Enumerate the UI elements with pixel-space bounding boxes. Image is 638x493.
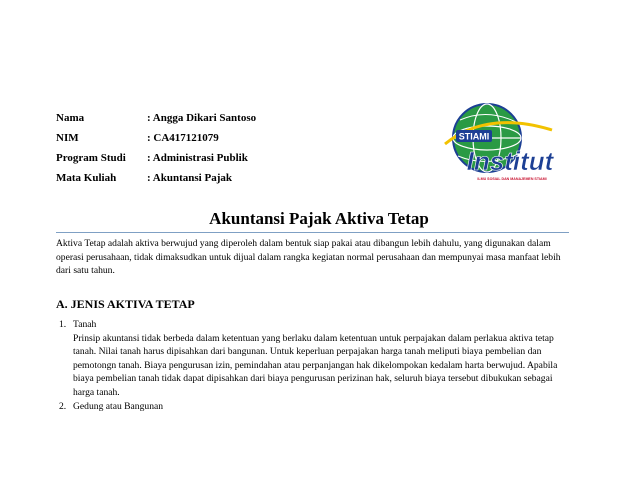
list-item-number: 2. bbox=[59, 400, 67, 412]
section-heading: A. JENIS AKTIVA TETAP bbox=[56, 297, 195, 311]
intro-line: operasi perusahaan, tidak dimaksudkan untuk dijual dalam rangka kegiatan normal perusahaan dan mempunyai masa manfaat lebih bbox=[56, 251, 561, 263]
list-item-body bbox=[73, 332, 570, 400]
info-value: : CA417121079 bbox=[147, 132, 219, 144]
svg-text:STIAMI: STIAMI bbox=[458, 131, 490, 142]
institut-wordmark: Institut bbox=[466, 146, 554, 176]
info-label: Mata Kuliah bbox=[56, 172, 117, 184]
list-item bbox=[56, 400, 570, 414]
info-value: : Administrasi Publik bbox=[147, 152, 248, 164]
body-line: harga tanah. bbox=[73, 386, 120, 398]
title-divider bbox=[56, 232, 569, 233]
body-line: pemotongn tanah. Biaya pengurusan izin, pemindahan atau perpanjangan hak dikelompokan kedalam harta berwujud. Apabila bbox=[73, 359, 558, 371]
asset-type-list bbox=[56, 318, 570, 413]
info-label: NIM bbox=[56, 132, 79, 144]
info-label: Program Studi bbox=[56, 152, 126, 164]
list-item bbox=[56, 318, 570, 400]
document-title: Akuntansi Pajak Aktiva Tetap bbox=[209, 209, 429, 228]
body-line: biaya pembelian tanah tidak dapat dipisahkan dari biaya pengurusan perizinan hak, seluruh biaya tersebut dibukukan sebagai bbox=[73, 373, 553, 385]
intro-line: Aktiva Tetap adalah aktiva berwujud yang diperoleh dalam bentuk siap pakai atau dibangun lebih dahulu, yang digunakan dalam bbox=[56, 238, 551, 249]
intro-paragraph bbox=[56, 237, 570, 278]
info-value: : Akuntansi Pajak bbox=[147, 172, 232, 184]
intro-line: dari satu tahun. bbox=[56, 265, 115, 277]
institut-tagline: ILMU SOSIAL DAN MANAJEMEN STIAMI bbox=[477, 177, 547, 181]
list-item-title: Tanah bbox=[73, 319, 97, 330]
stiami-institut-logo bbox=[440, 100, 574, 194]
body-line: tanah. Nilai tanah harus dipisahkan dari bangunan. Untuk keperluan perpajakan harga tanah meliputi biaya pembelian dan bbox=[73, 346, 542, 358]
stiami-badge bbox=[456, 130, 492, 142]
list-item-number: 1. bbox=[59, 319, 67, 330]
body-line: Prinsip akuntansi tidak berbeda dalam ketentuan yang berlaku dalam ketentuan untuk perpajakan dalam perlakua aktiva tetap bbox=[73, 332, 554, 344]
list-item-title: Gedung atau Bangunan bbox=[73, 400, 164, 412]
info-label: Nama bbox=[56, 112, 85, 124]
info-value: : Angga Dikari Santoso bbox=[147, 112, 257, 124]
